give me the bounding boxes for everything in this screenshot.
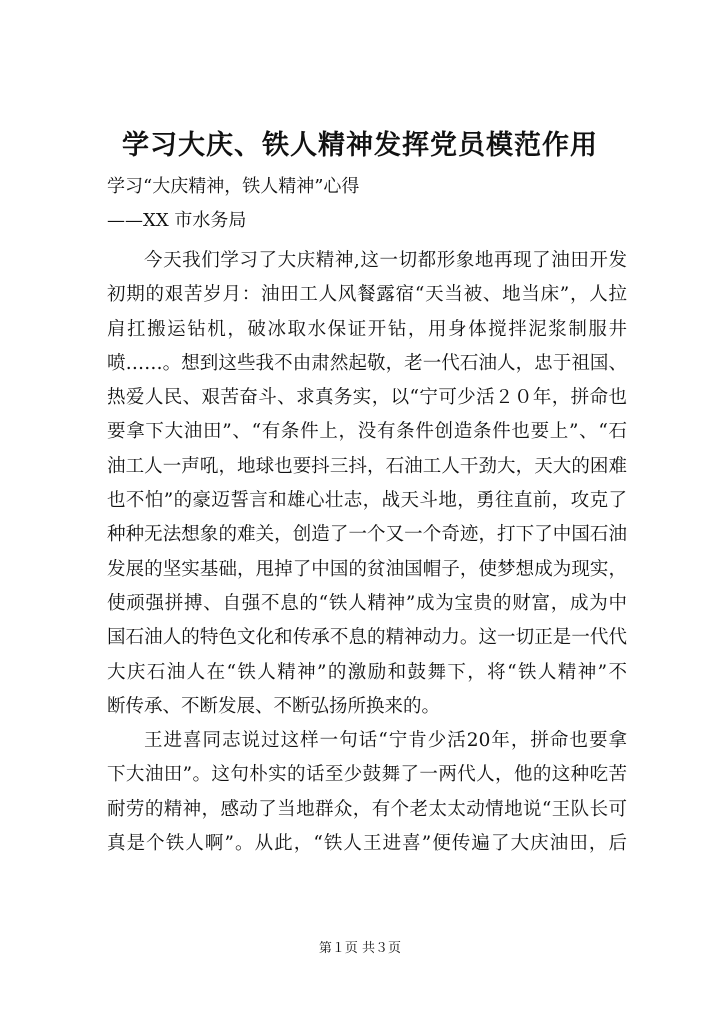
paragraph-1-line: 大庆石油人在“铁人精神”的激励和鼓舞下，将“铁人精神”不 xyxy=(107,661,627,683)
page-footer: 第１页 共３页 xyxy=(318,941,402,956)
paragraph-2-line: 王进喜同志说过这样一句话“宁肯少活20年，拼命也要拿 xyxy=(144,730,627,752)
paragraph-1-line: 发展的坚实基础，甩掉了中国的贫油国帽子，使梦想成为现实， xyxy=(107,558,627,580)
paragraph-1-line: 热爱人民、艰苦奋斗、求真务实，以“宁可少活２０年，拼命也 xyxy=(107,387,627,409)
paragraph-1-line: 要拿下大油田”、“有条件上，没有条件创造条件也要上”、“石 xyxy=(107,421,627,443)
paragraph-1-line: 今天我们学习了大庆精神,这一切都形象地再现了油田开发 xyxy=(144,250,627,271)
paragraph-1-line: 肩扛搬运钻机，破冰取水保证开钻，用身体搅拌泥浆制服井 xyxy=(107,318,627,340)
paragraph-1-line: 国石油人的特色文化和传承不息的精神动力。这一切正是一代代 xyxy=(107,627,627,649)
document-author: ——XX 市水务局 xyxy=(107,210,247,231)
paragraph-1-line: 使顽强拼搏、自强不息的“铁人精神”成为宝贵的财富，成为中 xyxy=(107,592,627,614)
paragraph-1-line: 喷……。想到这些我不由肃然起敬，老一代石油人，忠于祖国、 xyxy=(107,352,627,374)
document-subtitle: 学习“大庆精神，铁人精神”心得 xyxy=(107,176,360,197)
paragraph-2-line: 真是个铁人啊”。从此，“铁人王进喜”便传遍了大庆油田，后 xyxy=(107,833,627,855)
paragraph-1-line: 油工人一声吼，地球也要抖三抖，石油工人干劲大，天大的困难 xyxy=(107,455,627,477)
paragraph-1-line: 初期的艰苦岁月：油田工人风餐露宿“天当被、地当床”，人拉 xyxy=(107,284,627,306)
paragraph-1-line: 也不怕”的豪迈誓言和雄心壮志，战天斗地，勇往直前，攻克了 xyxy=(107,490,627,512)
paragraph-2-line: 耐劳的精神，感动了当地群众，有个老太太动情地说“王队长可 xyxy=(107,798,627,820)
document-title: 学习大庆、铁人精神发挥党员模范作用 xyxy=(122,130,598,161)
paragraph-2-line: 下大油田”。这句朴实的话至少鼓舞了一两代人，他的这种吃苦 xyxy=(107,764,627,786)
document-body xyxy=(107,244,627,861)
paragraph-1-line: 断传承、不断发展、不断弘扬所换来的。 xyxy=(107,695,441,717)
paragraph-1-line: 种种无法想象的难关，创造了一个又一个奇迹，打下了中国石油 xyxy=(107,524,627,546)
